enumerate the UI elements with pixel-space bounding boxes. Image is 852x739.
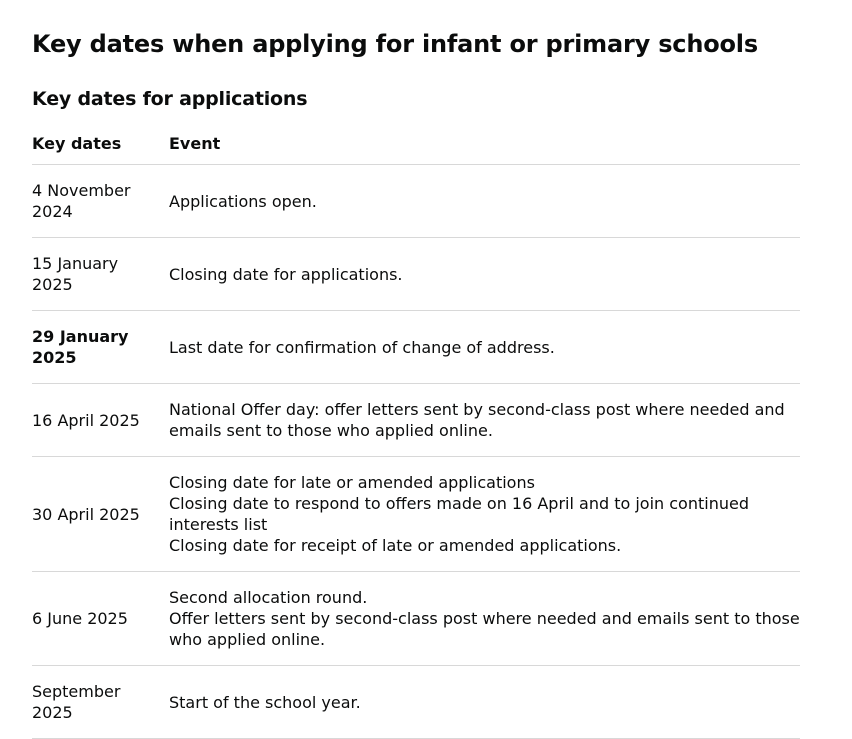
event-text: Second allocation round. [169,588,368,607]
event-text: Closing date for receipt of late or amended applications. [169,536,622,555]
event-text: Last date for confirmation of change of address. [169,337,555,357]
key-date-cell: 16 April 2025 [32,384,169,457]
event-text: National Offer day: offer letters sent by second-class post where needed and emails sent to those who applied online. [169,400,785,440]
column-header-event: Event [169,134,221,153]
key-date-cell: 4 November 2024 [32,165,169,238]
table-row [32,311,800,384]
table-row [32,238,800,311]
event-cell [169,666,800,739]
table-row [32,572,800,666]
table-header-row [32,133,800,165]
key-date-cell-highlighted: 29 January 2025 [32,311,169,384]
event-cell [169,238,800,311]
event-cell [169,572,800,666]
section-heading: Key dates for applications [32,88,308,110]
event-cell [169,311,800,384]
table-row [32,165,800,238]
event-text: Offer letters sent by second-class post where needed and emails sent to those who applied online. [169,609,800,649]
event-text: Closing date for applications. [169,264,403,284]
event-cell [169,457,800,572]
event-cell [169,384,800,457]
key-date-cell: 15 January 2025 [32,238,169,311]
event-text: Closing date to respond to offers made on 16 April and to join continued interests list [169,494,749,534]
table-row [32,666,800,739]
table-row [32,457,800,572]
event-cell [169,165,800,238]
event-text: Start of the school year. [169,692,361,712]
event-text: Closing date for late or amended applications [169,473,535,492]
event-text: Applications open. [169,191,317,211]
column-header-key-dates: Key dates [32,134,122,153]
page-title: Key dates when applying for infant or primary schools [32,30,758,58]
key-date-cell: September 2025 [32,666,169,739]
key-date-cell: 6 June 2025 [32,572,169,666]
table-row [32,384,800,457]
key-dates-table [32,133,800,739]
key-date-cell: 30 April 2025 [32,457,169,572]
